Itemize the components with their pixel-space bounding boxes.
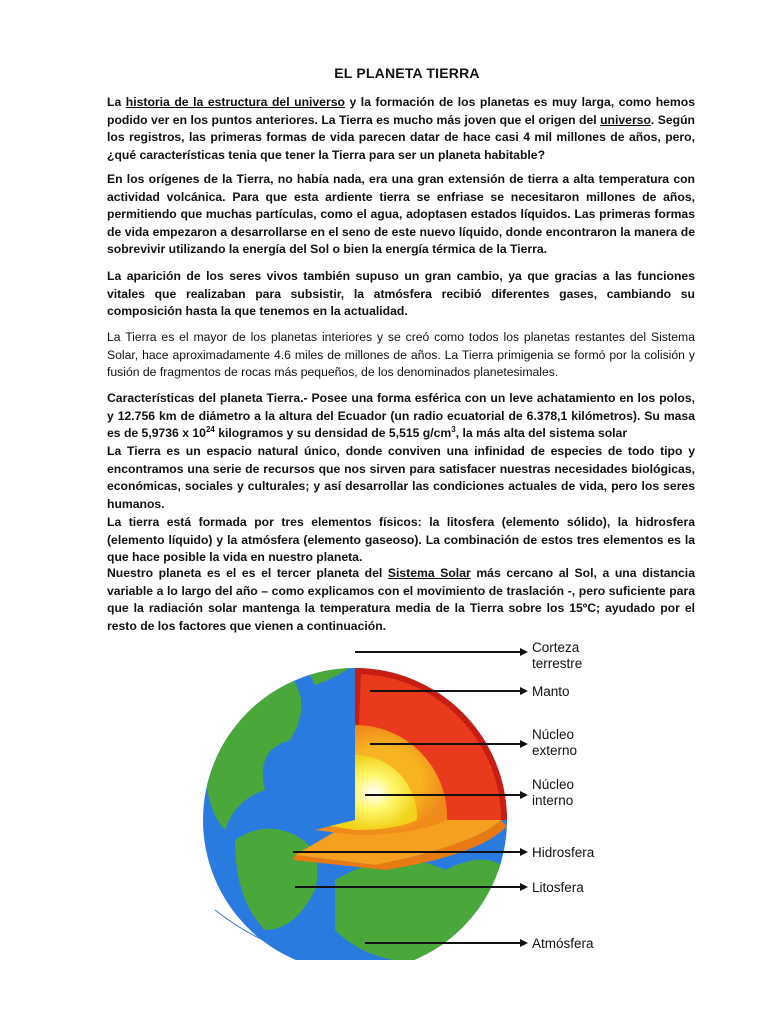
paragraph-4: La Tierra es el mayor de los planetas interiores y se creó como todos los planetas restantes del Sistema Solar, hace aproximadamente 4.6 miles de millones de años. La Tierra primigenia se formó por la colisión y fusión de fragmentos de rocas más pequeños, de los denominados planetesimales. xyxy=(107,330,695,380)
label-nucleo-interno-2: interno xyxy=(532,793,574,808)
paragraph-1: La historia de la estructura del universo y la formación de los planetas es muy larga, como hemos podido ver en los puntos anteriores. La Tierra es mucho más joven que el origen del universo. Según los registros, las primeras formas de vida parecen datar de hace casi 4 mil millones de años, pero, ¿qué características tenia que tener la Tierra para ser un planeta habitable? xyxy=(107,95,695,162)
earth-structure-diagram xyxy=(195,630,615,960)
paragraph-8: Nuestro planeta es el es el tercer planeta del Sistema Solar más cercano al Sol, a una distancia variable a lo largo del año – como explicamos con el movimiento de traslación -, pero suficiente para que la radiación solar mantenga la temperatura media de la Tierra sobre los 15ºC; ayudado por el resto de los factores que vienen a continuación. xyxy=(107,566,695,633)
page-title: EL PLANETA TIERRA xyxy=(334,65,480,81)
paragraph-6: La Tierra es un espacio natural único, donde conviven una infinidad de especies de todo tipo y encontramos una serie de recursos que nos sirven para satisfacer nuestras necesidades biológicas, económicas, sociales y culturales; y así desarrollar las condiciones actuales de vida, pero los seres humanos. xyxy=(107,444,695,511)
label-hidrosfera: Hidrosfera xyxy=(532,845,595,860)
label-nucleo-externo-2: externo xyxy=(532,743,578,758)
link-historia-universo[interactable]: historia de la estructura del universo xyxy=(125,95,345,109)
label-manto: Manto xyxy=(532,684,570,699)
paragraph-7: La tierra está formada por tres elementos físicos: la litosfera (elemento sólido), la hidrosfera (elemento líquido) y la atmósfera (elemento gaseoso). La combinación de estos tres elementos es la que hace posible la vida en nuestro planeta. xyxy=(107,515,695,565)
label-litosfera: Litosfera xyxy=(532,880,584,895)
paragraph-3: La aparición de los seres vivos también supuso un gran cambio, ya que gracias a las funciones vitales que realizaban para subsistir, la atmósfera recibió diferentes gases, cambiando su composición hasta la que tenemos en la actualidad. xyxy=(107,269,695,319)
label-nucleo-interno-1: Núcleo xyxy=(532,777,575,792)
link-universo[interactable]: universo xyxy=(600,112,651,127)
label-atmosfera: Atmósfera xyxy=(532,936,594,951)
label-nucleo-externo-1: Núcleo xyxy=(532,727,575,742)
section-heading: Características del planeta Tierra.- xyxy=(107,391,308,405)
link-sistema-solar[interactable]: Sistema Solar xyxy=(387,566,471,580)
label-corteza-2: terrestre xyxy=(532,656,583,671)
paragraph-5: Características del planeta Tierra.- Posee una forma esférica con un leve achatamiento en los polos, y 12.756 km de diámetro a la altura del Ecuador (un radio ecuatorial de 6.378,1 kilómetros). Su masa es de 5,9736 x $10^{24}$ kilogramos y su densidad de 5,515 $g/cm^3$, la más alta del sistema solar xyxy=(107,391,695,441)
label-corteza-1: Corteza xyxy=(532,640,580,655)
paragraph-2: En los orígenes de la Tierra, no había nada, era una gran extensión de tierra a alta temperatura con actividad volcánica. Para que esta ardiente tierra se enfriase se necesitaron millones de años, permitiendo que muchas partículas, como el agua, adoptasen estados líquidos. Las primeras formas de vida empezaron a desarrollarse en el seno de este nuevo líquido, donde encontraron la manera de sobrevivir utilizando la energía del Sol o bien la energía térmica de la Tierra. xyxy=(107,172,695,257)
